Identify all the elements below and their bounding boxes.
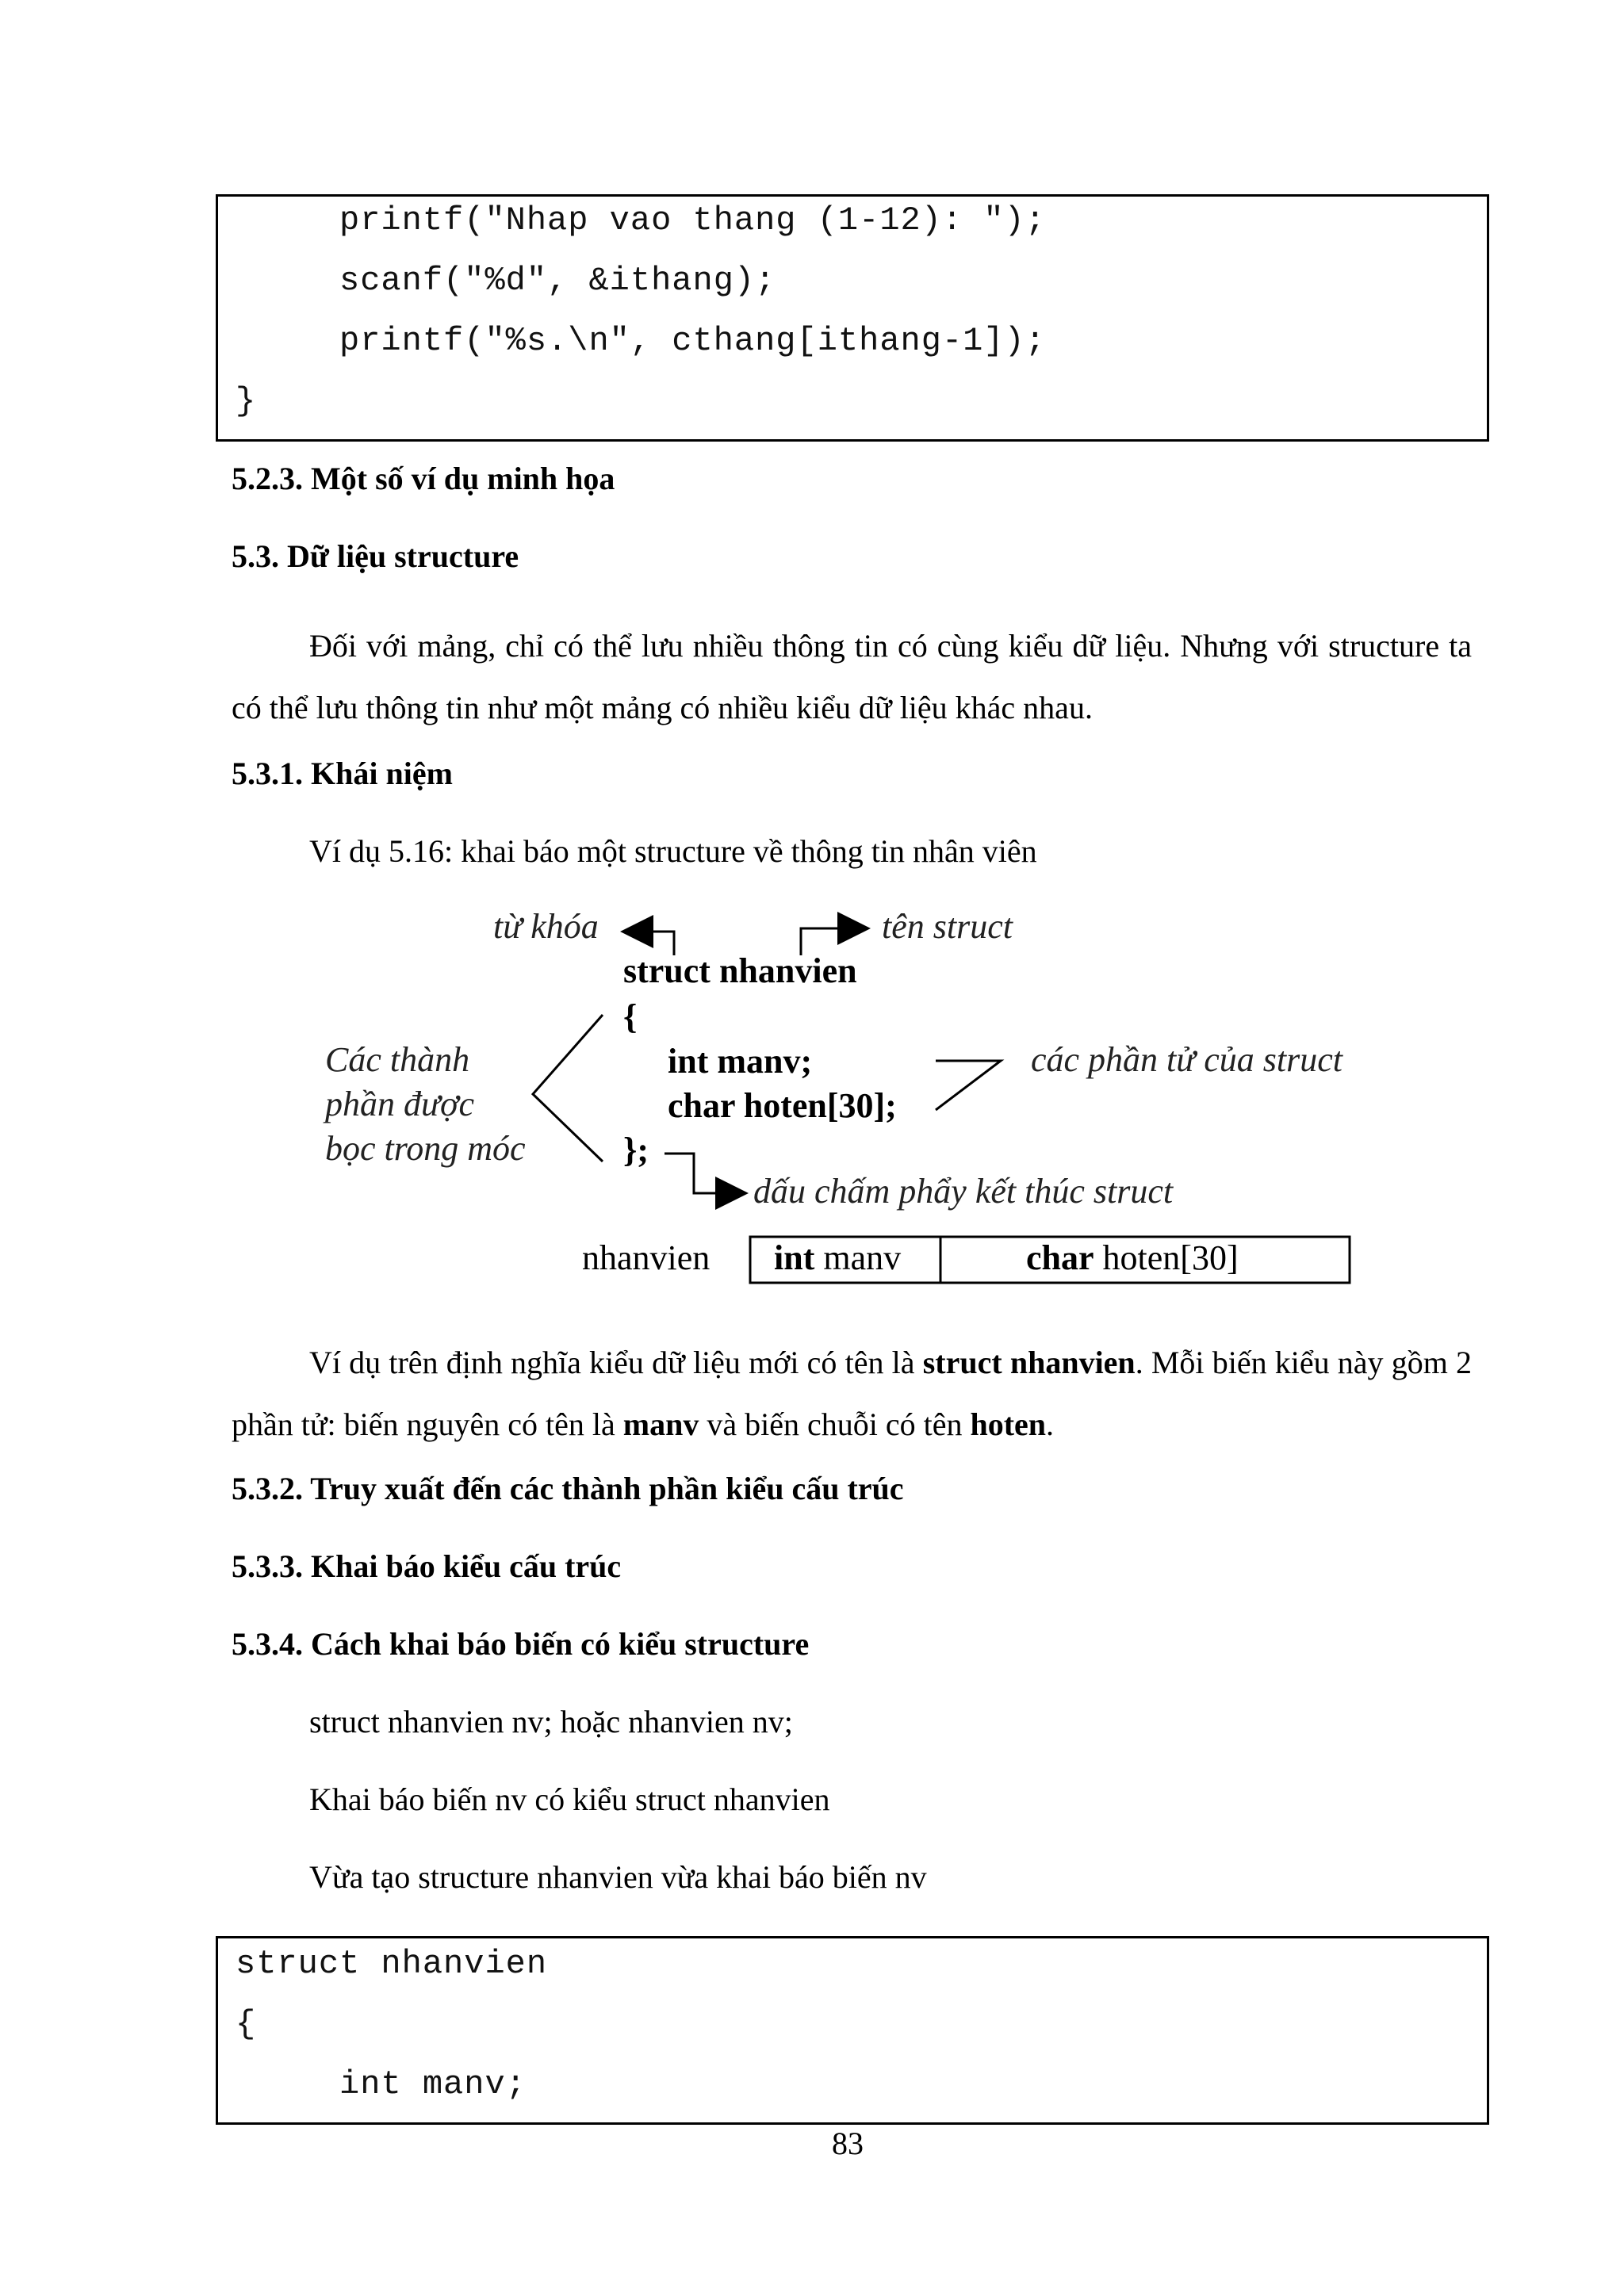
heading-5-3: 5.3. Dữ liệu structure: [232, 538, 519, 574]
table-row-label: nhanvien: [582, 1238, 710, 1277]
code-block-bottom: [216, 1936, 1489, 2125]
code-line: scanf("%d", &ithang);: [236, 262, 776, 300]
explain-bold-3: hoten: [970, 1406, 1047, 1442]
code-block-top: [216, 194, 1489, 442]
semicolon-label: dấu chấm phẩy kết thúc struct: [753, 1172, 1174, 1211]
code-line: int manv;: [236, 2065, 527, 2103]
struct-name-label: tên struct: [882, 907, 1013, 946]
code-line: printf("%s.\n", cthang[ithang-1]);: [236, 322, 1046, 360]
intro-paragraph-text: Đối với mảng, chỉ có thể lưu nhiều thông tin có cùng kiểu dữ liệu. Nhưng với structure ta có thể lưu thông tin như một mảng có nhiều kiểu dữ liệu khác nhau.: [232, 628, 1472, 725]
explain-text-4: .: [1046, 1406, 1055, 1442]
cell-type: char: [1026, 1238, 1094, 1277]
left-note-line-1: Các thành: [325, 1040, 470, 1079]
code-line: printf("Nhap vao thang (1-12): ");: [236, 201, 1046, 239]
declaration-line-2: Khai báo biến nv có kiểu struct nhanvien: [309, 1781, 830, 1817]
heading-5-3-1: 5.3.1. Khái niệm: [232, 756, 453, 791]
code-line: }: [236, 382, 257, 420]
struct-declaration: struct nhanvien: [623, 951, 857, 990]
explain-text-2: . Mỗi biến kiểu này gồm 2 phần tử: biến nguyên có tên là: [232, 1345, 1473, 1442]
table-cell-hoten: [1026, 1238, 1239, 1279]
intro-paragraph: [232, 615, 1472, 739]
heading-5-2-3: 5.2.3. Một số ví dụ minh họa: [232, 461, 615, 496]
heading-5-3-4: 5.3.4. Cách khai báo biến có kiểu structure: [232, 1626, 810, 1662]
page-number: 83: [832, 2126, 864, 2161]
explain-paragraph: [232, 1332, 1472, 1456]
heading-5-3-2: 5.3.2. Truy xuất đến các thành phần kiểu cấu trúc: [232, 1471, 904, 1506]
explain-text-1: Ví dụ trên định nghĩa kiểu dữ liệu mới có tên là: [309, 1345, 923, 1380]
code-line: {: [236, 2005, 257, 2043]
table-cell-manv: [774, 1238, 901, 1279]
struct-diagram: [309, 892, 1404, 1304]
explain-bold-2: manv: [622, 1406, 699, 1442]
member-manv: int manv;: [668, 1042, 813, 1081]
code-line: struct nhanvien: [236, 1945, 548, 1983]
left-note-line-3: bọc trong móc: [325, 1129, 526, 1168]
left-note-line-2: phần được: [325, 1085, 475, 1123]
declaration-line-1: struct nhanvien nv; hoặc nhanvien nv;: [309, 1704, 793, 1739]
keyword-label: từ khóa: [493, 907, 599, 946]
members-label: các phần tử của struct: [1031, 1040, 1343, 1079]
close-brace: };: [623, 1131, 649, 1169]
cell-field: manv: [814, 1238, 902, 1277]
explain-bold-1: struct nhanvien: [922, 1345, 1136, 1380]
member-hoten: char hoten[30];: [668, 1086, 897, 1125]
cell-type: int: [774, 1238, 815, 1277]
cell-field: hoten[30]: [1094, 1238, 1239, 1277]
declaration-line-3: Vừa tạo structure nhanvien vừa khai báo biến nv: [309, 1859, 927, 1895]
heading-5-3-3: 5.3.3. Khai báo kiểu cấu trúc: [232, 1548, 622, 1584]
open-brace: {: [623, 997, 638, 1036]
example-title: Ví dụ 5.16: khai báo một structure về thông tin nhân viên: [309, 833, 1037, 869]
explain-text-3: và biến chuỗi có tên: [699, 1406, 971, 1442]
